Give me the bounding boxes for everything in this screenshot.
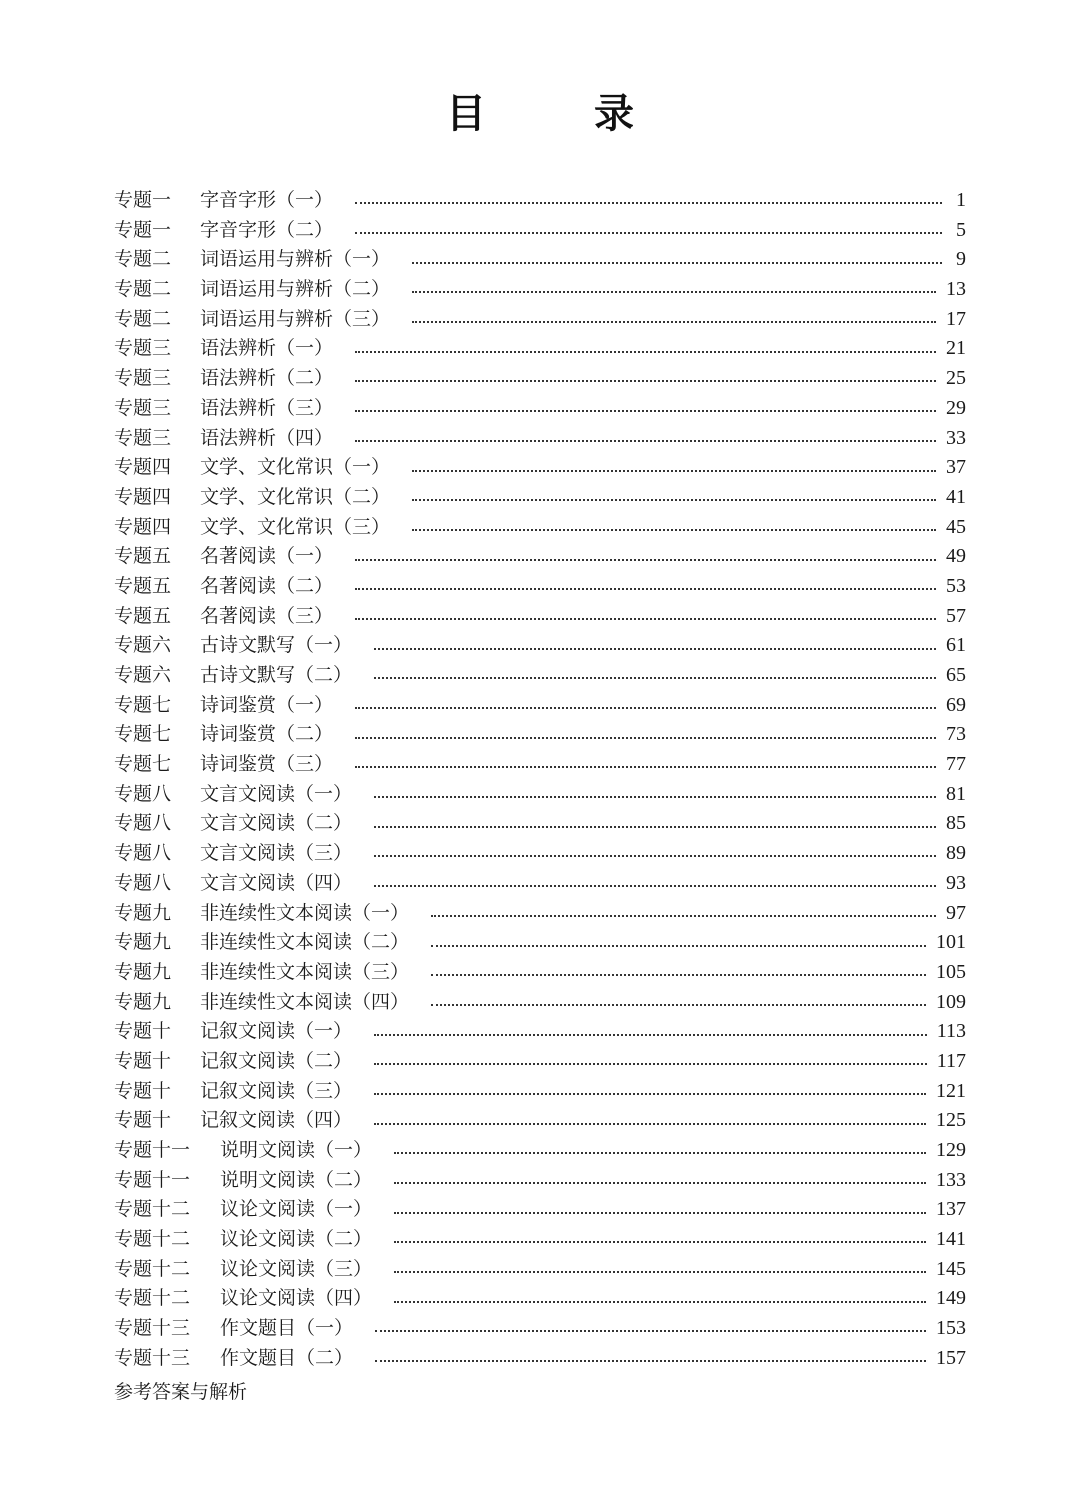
toc-entry-title: 语法辨析（一） (200, 337, 334, 360)
dot-leader (394, 1211, 926, 1214)
toc-entry-title: 议论文阅读（二） (220, 1228, 373, 1251)
dot-leader (374, 1033, 927, 1036)
toc-entry-title: 文学、文化常识（三） (200, 515, 391, 538)
toc-entry[interactable] (114, 216, 966, 246)
dot-leader (355, 558, 936, 561)
toc-entry-title: 文言文阅读（三） (200, 842, 353, 865)
toc-entry-page-number: 21 (946, 337, 966, 360)
dot-leader (375, 1359, 926, 1362)
toc-entry-topic: 专题五 (114, 574, 172, 597)
dot-leader (431, 973, 926, 976)
toc-entry[interactable] (114, 720, 966, 750)
toc-entry-title: 诗词鉴赏（三） (200, 753, 334, 776)
toc-entry-page-number: 45 (946, 515, 966, 538)
toc-entry-page-number: 33 (946, 426, 966, 449)
toc-entry-topic: 专题八 (114, 782, 172, 805)
toc-entry[interactable] (114, 631, 966, 661)
toc-entry[interactable] (114, 1225, 966, 1255)
toc-entry-topic: 专题三 (114, 367, 172, 390)
toc-entry-topic: 专题十三 (114, 1317, 191, 1340)
toc-entry-topic: 专题八 (114, 812, 172, 835)
toc-entry-topic: 专题十 (114, 1020, 172, 1043)
toc-entry-title: 文学、文化常识（一） (200, 456, 391, 479)
toc-entry-page-number: 117 (936, 1049, 966, 1072)
toc-entry-topic: 专题六 (114, 634, 172, 657)
toc-entry[interactable] (114, 453, 966, 483)
dot-leader (374, 647, 936, 650)
toc-entry-topic: 专题十一 (114, 1168, 191, 1191)
toc-entry-title: 名著阅读（三） (200, 604, 334, 627)
toc-entry-topic: 专题五 (114, 545, 172, 568)
toc-entry-topic: 专题四 (114, 485, 172, 508)
toc-entry-title: 文言文阅读（二） (200, 812, 353, 835)
toc-entry[interactable] (114, 958, 966, 988)
toc-entry[interactable] (114, 424, 966, 454)
dot-leader (355, 617, 936, 620)
toc-entry-title: 记叙文阅读（一） (200, 1020, 353, 1043)
toc-entry-page-number: 97 (946, 901, 966, 924)
toc-entry[interactable] (114, 839, 966, 869)
toc-entry[interactable] (114, 602, 966, 632)
toc-entry[interactable] (114, 1077, 966, 1107)
toc-entry-page-number: 29 (946, 396, 966, 419)
toc-entry-page-number: 57 (946, 604, 966, 627)
toc-entry-title: 文学、文化常识（二） (200, 485, 391, 508)
toc-entry-topic: 专题九 (114, 901, 172, 924)
toc-entry-topic: 专题八 (114, 871, 172, 894)
dot-leader (374, 825, 936, 828)
toc-entry-topic: 专题三 (114, 337, 172, 360)
toc-entry-topic: 专题三 (114, 396, 172, 419)
toc-entry-title: 古诗文默写（二） (200, 664, 353, 686)
toc-entry[interactable] (114, 1195, 966, 1225)
toc-entry[interactable] (114, 1344, 966, 1374)
toc-entry-topic: 专题七 (114, 723, 172, 746)
toc-entry-topic: 专题十二 (114, 1257, 191, 1280)
toc-entry[interactable] (114, 750, 966, 780)
toc-entry-title: 文言文阅读（一） (200, 782, 353, 805)
toc-entry-title: 古诗文默写（一） (200, 634, 353, 657)
toc-entry-page-number: 133 (936, 1168, 966, 1191)
toc-entry-topic: 专题十 (114, 1109, 172, 1132)
toc-entry-title: 非连续性文本阅读（一） (200, 901, 410, 924)
toc-entry[interactable] (114, 364, 966, 394)
toc-entry[interactable] (114, 1047, 966, 1077)
toc-entry[interactable] (114, 899, 966, 929)
toc-entry[interactable] (114, 780, 966, 810)
toc-entry[interactable] (114, 542, 966, 572)
toc-entry-topic: 专题七 (114, 753, 172, 776)
toc-entry-topic: 专题六 (114, 664, 172, 686)
toc-entry-topic: 专题九 (114, 960, 172, 983)
toc-entry-topic: 专题五 (114, 604, 172, 627)
dot-leader (355, 736, 936, 739)
toc-entry-page-number: 17 (946, 307, 966, 330)
toc-entry-page-number: 145 (936, 1257, 966, 1280)
toc-entry-page-number: 37 (946, 456, 966, 479)
toc-entry-topic: 专题十二 (114, 1228, 191, 1251)
toc-entry-title: 议论文阅读（一） (220, 1198, 373, 1221)
dot-leader (375, 1329, 926, 1332)
toc-entry-title: 词语运用与辨析（三） (200, 307, 391, 330)
toc-entry-page-number: 109 (936, 990, 966, 1013)
dot-leader (412, 320, 936, 323)
dot-leader (374, 884, 936, 887)
toc-entry-page-number: 69 (946, 693, 966, 716)
toc-entry[interactable] (114, 928, 966, 958)
dot-leader (355, 587, 936, 590)
dot-leader (412, 498, 936, 501)
dot-leader (374, 854, 936, 857)
toc-entry-topic: 专题七 (114, 693, 172, 716)
toc-entry[interactable] (114, 305, 966, 335)
dot-leader (374, 1122, 926, 1125)
toc-entry-title: 文言文阅读（四） (200, 871, 353, 894)
toc-entry-topic: 专题二 (114, 307, 172, 330)
toc-entry-topic: 专题二 (114, 278, 172, 301)
toc-entry-page-number: 137 (936, 1198, 966, 1221)
toc-entry-title: 语法辨析（四） (200, 426, 334, 449)
toc-entry[interactable] (114, 988, 966, 1018)
toc-entry-title: 非连续性文本阅读（三） (200, 960, 410, 983)
toc-entry-topic: 专题十三 (114, 1346, 191, 1369)
toc-entry-page-number: 5 (956, 218, 966, 241)
dot-leader (374, 795, 936, 798)
toc-entry-page-number: 153 (936, 1317, 966, 1340)
dot-leader (431, 1003, 926, 1006)
toc-entry[interactable] (114, 1017, 966, 1047)
dot-leader (394, 1181, 926, 1184)
dot-leader (412, 469, 936, 472)
dot-leader (394, 1240, 926, 1243)
answers-section-label[interactable]: 参考答案与解析 (114, 1381, 248, 1403)
toc-entry[interactable] (114, 483, 966, 513)
toc-entry-title: 诗词鉴赏（二） (200, 723, 334, 746)
toc-entry-page-number: 113 (936, 1020, 966, 1043)
toc-list (114, 186, 966, 1374)
toc-entry-topic: 专题十 (114, 1049, 172, 1072)
toc-entry-title: 议论文阅读（四） (220, 1287, 373, 1310)
toc-entry-topic: 专题十二 (114, 1198, 191, 1221)
toc-entry-page-number: 73 (946, 723, 966, 746)
dot-leader (412, 261, 942, 264)
toc-entry-page-number: 157 (936, 1346, 966, 1369)
toc-entry[interactable] (114, 275, 966, 305)
toc-entry-title: 作文题目（一） (220, 1317, 354, 1340)
toc-entry[interactable] (114, 1255, 966, 1285)
toc-entry[interactable] (114, 691, 966, 721)
toc-entry[interactable] (114, 1136, 966, 1166)
toc-entry-title: 字音字形（一） (200, 189, 334, 211)
toc-entry-title: 语法辨析（三） (200, 396, 334, 419)
toc-entry-page-number: 25 (946, 367, 966, 390)
toc-entry-topic: 专题九 (114, 931, 172, 954)
toc-entry-page-number: 149 (936, 1287, 966, 1310)
toc-entry-title: 说明文阅读（一） (220, 1139, 373, 1161)
toc-entry-topic: 专题十一 (114, 1139, 191, 1161)
dot-leader (431, 914, 936, 917)
toc-entry[interactable] (114, 1106, 966, 1136)
toc-entry[interactable] (114, 869, 966, 899)
toc-entry-page-number: 53 (946, 574, 966, 597)
dot-leader (412, 528, 936, 531)
dot-leader (355, 765, 936, 768)
dot-leader (355, 201, 942, 204)
toc-entry-page-number: 85 (946, 812, 966, 835)
toc-entry-topic: 专题一 (114, 218, 172, 241)
toc-entry[interactable] (114, 334, 966, 364)
toc-entry-title: 作文题目（二） (220, 1346, 354, 1369)
toc-entry-page-number: 1 (956, 189, 966, 211)
toc-entry-page-number: 125 (936, 1109, 966, 1132)
toc-entry-title: 记叙文阅读（四） (200, 1109, 353, 1132)
toc-entry-page-number: 89 (946, 842, 966, 865)
toc-entry-page-number: 49 (946, 545, 966, 568)
toc-entry-topic: 专题二 (114, 248, 172, 271)
page-title: 目 录 (446, 91, 668, 137)
toc-entry-page-number: 101 (936, 931, 966, 954)
toc-entry-topic: 专题十二 (114, 1287, 191, 1310)
toc-entry-page-number: 81 (946, 782, 966, 805)
dot-leader (394, 1300, 926, 1303)
toc-entry-page-number: 105 (936, 960, 966, 983)
dot-leader (394, 1151, 926, 1154)
toc-entry-page-number: 13 (946, 278, 966, 301)
toc-entry-page-number: 129 (936, 1139, 966, 1161)
dot-leader (355, 706, 936, 709)
toc-entry-page-number: 9 (956, 248, 966, 271)
toc-entry-page-number: 61 (946, 634, 966, 657)
toc-entry-title: 词语运用与辨析（二） (200, 278, 391, 301)
dot-leader (355, 231, 942, 234)
toc-entry[interactable] (114, 1166, 966, 1196)
toc-entry-title: 语法辨析（二） (200, 367, 334, 390)
toc-entry-title: 议论文阅读（三） (220, 1257, 373, 1280)
toc-entry-topic: 专题三 (114, 426, 172, 449)
toc-entry-page-number: 93 (946, 871, 966, 894)
dot-leader (412, 290, 936, 293)
toc-entry-page-number: 77 (946, 753, 966, 776)
toc-entry-title: 说明文阅读（二） (220, 1168, 373, 1191)
dot-leader (431, 944, 926, 947)
toc-entry-title: 记叙文阅读（三） (200, 1079, 353, 1102)
dot-leader (394, 1270, 926, 1273)
dot-leader (374, 676, 936, 679)
toc-entry-title: 名著阅读（二） (200, 574, 334, 597)
toc-entry-page-number: 121 (936, 1079, 966, 1102)
toc-entry-page-number: 141 (936, 1228, 966, 1251)
toc-entry[interactable] (114, 1314, 966, 1344)
toc-entry[interactable] (114, 186, 966, 216)
toc-entry[interactable] (114, 394, 966, 424)
dot-leader (355, 409, 936, 412)
toc-entry-topic: 专题十 (114, 1079, 172, 1102)
dot-leader (355, 350, 936, 353)
toc-entry-title: 记叙文阅读（二） (200, 1049, 353, 1072)
toc-entry-page-number: 65 (946, 664, 966, 686)
toc-entry-title: 非连续性文本阅读（四） (200, 990, 410, 1013)
toc-entry-topic: 专题一 (114, 189, 172, 211)
toc-entry[interactable] (114, 1284, 966, 1314)
toc-entry[interactable] (114, 572, 966, 602)
toc-entry-title: 非连续性文本阅读（二） (200, 931, 410, 954)
toc-entry-topic: 专题八 (114, 842, 172, 865)
dot-leader (374, 1092, 926, 1095)
toc-entry[interactable] (114, 513, 966, 543)
toc-entry-page-number: 41 (946, 485, 966, 508)
toc-entry[interactable] (114, 245, 966, 275)
dot-leader (355, 379, 936, 382)
dot-leader (374, 1062, 927, 1065)
toc-entry-topic: 专题九 (114, 990, 172, 1013)
toc-entry-title: 词语运用与辨析（一） (200, 248, 391, 271)
toc-entry-title: 诗词鉴赏（一） (200, 693, 334, 716)
dot-leader (355, 439, 936, 442)
toc-entry-topic: 专题四 (114, 515, 172, 538)
toc-entry-topic: 专题四 (114, 456, 172, 479)
toc-entry[interactable] (114, 809, 966, 839)
toc-entry-title: 字音字形（二） (200, 218, 334, 241)
toc-entry[interactable] (114, 661, 966, 691)
toc-entry-title: 名著阅读（一） (200, 545, 334, 568)
